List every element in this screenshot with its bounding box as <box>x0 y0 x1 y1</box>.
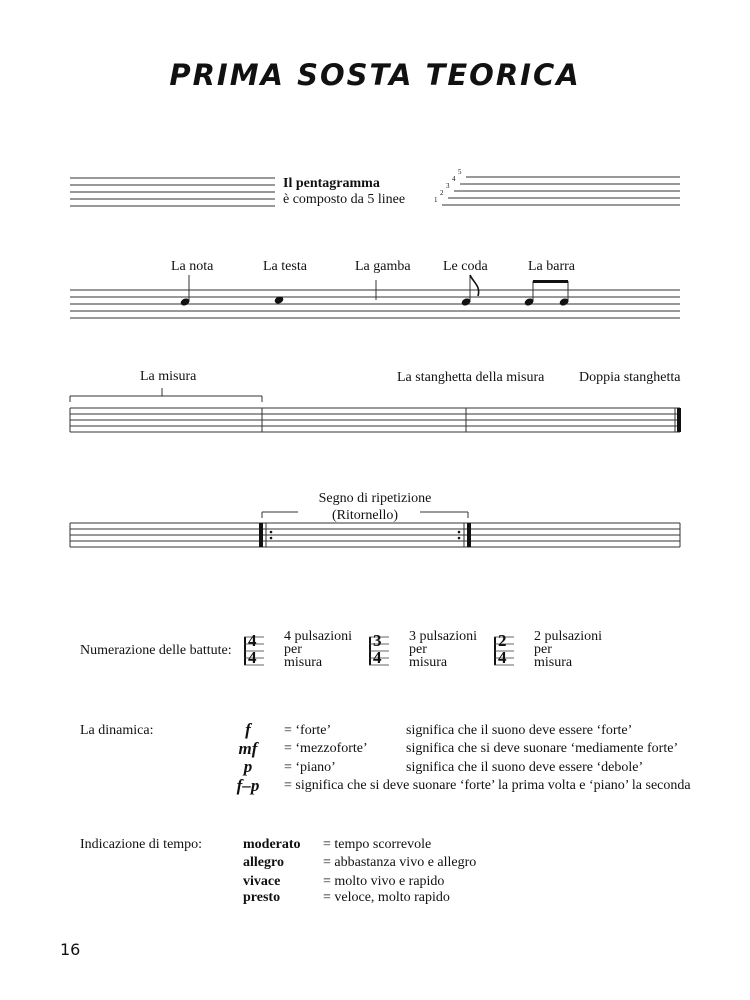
time-sig-2-top: 3 <box>373 631 382 650</box>
line-number-3: 3 <box>446 182 450 190</box>
time-sig-3-top: 2 <box>498 631 507 650</box>
staff-note-parts <box>70 290 680 318</box>
tempo-term-allegro: allegro <box>243 855 284 870</box>
time-sig-3-text1: 2 pulsazioni <box>534 629 603 644</box>
tempo-meaning-allegro: = abbastanza vivo e allegro <box>323 855 477 870</box>
dynamic-name-piano: = ‘piano’ <box>284 760 336 775</box>
dynamic-meaning-piano: significa che il suono deve essere ‘debole’ <box>406 760 644 775</box>
label-stem: La gamba <box>355 259 411 274</box>
time-sig-3-bottom: 4 <box>498 648 507 667</box>
time-sig-2-text1: 3 pulsazioni <box>409 629 478 644</box>
dynamic-meaning-mezzoforte: significa che si deve suonare ‘mediamente forte’ <box>406 741 679 756</box>
time-sig-1-top: 4 <box>248 631 257 650</box>
staff-description: è composto da 5 linee <box>283 192 406 207</box>
dynamic-name-forte-piano: = significa che si deve suonare ‘forte’ la prima volta e ‘piano’ la seconda <box>284 778 691 793</box>
staff-measures <box>70 408 680 432</box>
time-sig-2-text3: misura <box>409 655 448 670</box>
tempo-meaning-presto: = veloce, molto rapido <box>323 890 450 905</box>
tempo-term-moderato: moderato <box>243 837 301 852</box>
page-number: 16 <box>60 940 81 959</box>
time-sig-1-bottom: 4 <box>248 648 257 667</box>
dynamic-symbol-piano: p <box>243 757 253 776</box>
tempo-meaning-moderato: = tempo scorrevole <box>323 837 432 852</box>
line-number-2: 2 <box>440 189 444 197</box>
time-sig-3-text2: per <box>534 642 552 657</box>
label-double-barline: Doppia stanghetta <box>579 370 681 385</box>
tempo-meaning-vivace: = molto vivo e rapido <box>323 874 445 889</box>
dynamic-symbol-mezzoforte: mf <box>238 739 258 758</box>
label-note: La nota <box>171 259 214 274</box>
line-number-4: 4 <box>452 175 456 183</box>
dynamic-symbol-forte: f <box>245 720 251 739</box>
time-signature-label: Numerazione delle battute: <box>80 643 232 658</box>
label-notehead: La testa <box>263 259 307 274</box>
page-title: PRIMA SOSTA TEORICA <box>169 58 581 92</box>
label-repeat: Segno di ripetizione <box>318 491 432 506</box>
time-sig-2-text2: per <box>409 642 427 657</box>
dynamic-meaning-forte: significa che il suono deve essere ‘forte’ <box>406 723 633 738</box>
time-sig-2-bottom: 4 <box>373 648 382 667</box>
time-sig-3-text3: misura <box>534 655 573 670</box>
time-sig-1-text1: 4 pulsazioni <box>284 629 353 644</box>
tempo-label: Indicazione di tempo: <box>80 837 203 852</box>
staff-intro-right <box>442 177 680 205</box>
label-barline: La stanghetta della misura <box>397 370 545 385</box>
measure-bracket <box>70 388 262 402</box>
staff-intro-left <box>70 178 275 206</box>
tempo-term-vivace: vivace <box>243 874 281 889</box>
dynamic-symbol-forte-piano: f–p <box>236 776 260 795</box>
dynamics-label: La dinamica: <box>80 723 154 738</box>
label-ritornello: (Ritornello) <box>331 508 399 523</box>
staff-heading: Il pentagramma <box>283 176 380 191</box>
label-flag: Le coda <box>443 259 488 274</box>
line-number-1: 1 <box>434 196 438 204</box>
label-beam: La barra <box>528 259 576 274</box>
dynamic-name-forte: = ‘forte’ <box>284 723 332 738</box>
time-sig-1-text3: misura <box>284 655 323 670</box>
line-number-5: 5 <box>458 168 462 176</box>
staff-repeat <box>70 523 680 547</box>
dynamic-name-mezzoforte: = ‘mezzoforte’ <box>284 741 368 756</box>
label-measure: La misura <box>140 369 197 384</box>
tempo-term-presto: presto <box>243 890 281 905</box>
time-sig-1-text2: per <box>284 642 302 657</box>
